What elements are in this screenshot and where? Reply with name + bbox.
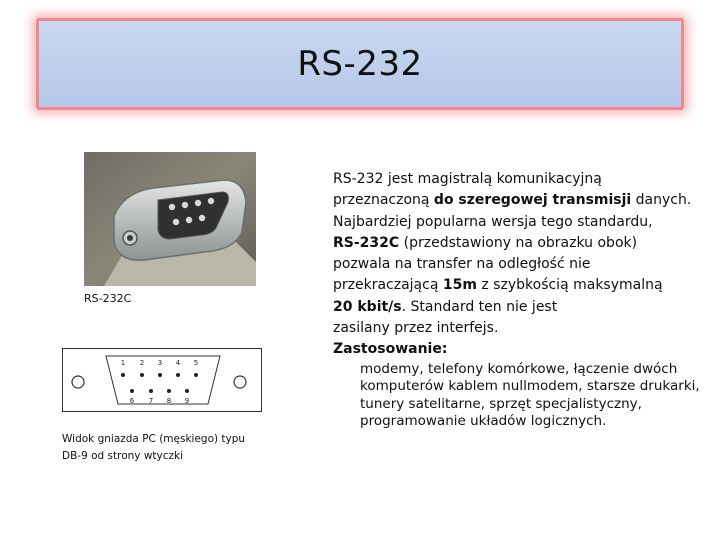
pin-label-3: 3	[157, 359, 163, 367]
text-line	[333, 297, 703, 318]
emphasis-text: do szeregowej transmisji	[433, 192, 632, 209]
text-span: danych.	[631, 192, 692, 209]
usage-label: Zastosowanie:	[333, 341, 448, 358]
pin-label-8: 8	[166, 397, 172, 405]
text-span: (przedstawiony na obrazku obok)	[399, 234, 638, 251]
pin-label-7: 7	[148, 397, 154, 405]
text-line	[333, 233, 703, 254]
diagram-caption: Widok gniazda PC (męskiego) typu DB-9 od strony wtyczki	[62, 433, 246, 462]
pin-label-4: 4	[175, 359, 181, 367]
pin-label-1: 1	[120, 359, 126, 367]
usage-text: modemy, telefony komórkowe, łączenie dwóch komputerów kablem nullmodem, starsze drukarki, tunery satelitarne, sprzęt specjalistyczny, programowanie układów logicznych.	[360, 360, 700, 430]
text-span: przekraczającą	[333, 277, 443, 294]
usage-heading	[333, 339, 703, 360]
page-title: RS-232	[297, 44, 423, 84]
pin-label-5: 5	[193, 359, 199, 367]
text-span: . Standard ten nie jest	[401, 298, 558, 315]
pin-label-9: 9	[184, 397, 190, 405]
body-text	[333, 169, 703, 431]
photo-caption: RS-232C	[84, 292, 132, 305]
title-banner	[36, 18, 684, 110]
text-span: zasilany przez interfejs.	[333, 320, 499, 337]
text-line	[333, 169, 703, 190]
text-line	[333, 190, 703, 211]
emphasis-text: 20 kbit/s	[333, 298, 402, 315]
text-span: Najbardziej popularna wersja tego standardu,	[333, 213, 653, 230]
text-line	[333, 212, 703, 233]
text-span: przeznaczoną	[333, 192, 434, 209]
db9-pinout-diagram	[62, 348, 262, 412]
pin-label-2: 2	[139, 359, 145, 367]
text-span: RS-232 jest magistralą komunikacyjną	[333, 171, 602, 187]
emphasis-text: RS-232C	[333, 234, 400, 251]
text-span: z szybkością maksymalną	[476, 277, 663, 294]
connector-photo	[84, 152, 256, 286]
emphasis-text: 15m	[442, 277, 477, 294]
text-span: pozwala na transfer na odległość nie	[333, 256, 591, 273]
text-line	[333, 318, 703, 339]
pin-label-6: 6	[129, 397, 135, 405]
text-line	[333, 254, 703, 275]
text-line	[333, 275, 703, 296]
